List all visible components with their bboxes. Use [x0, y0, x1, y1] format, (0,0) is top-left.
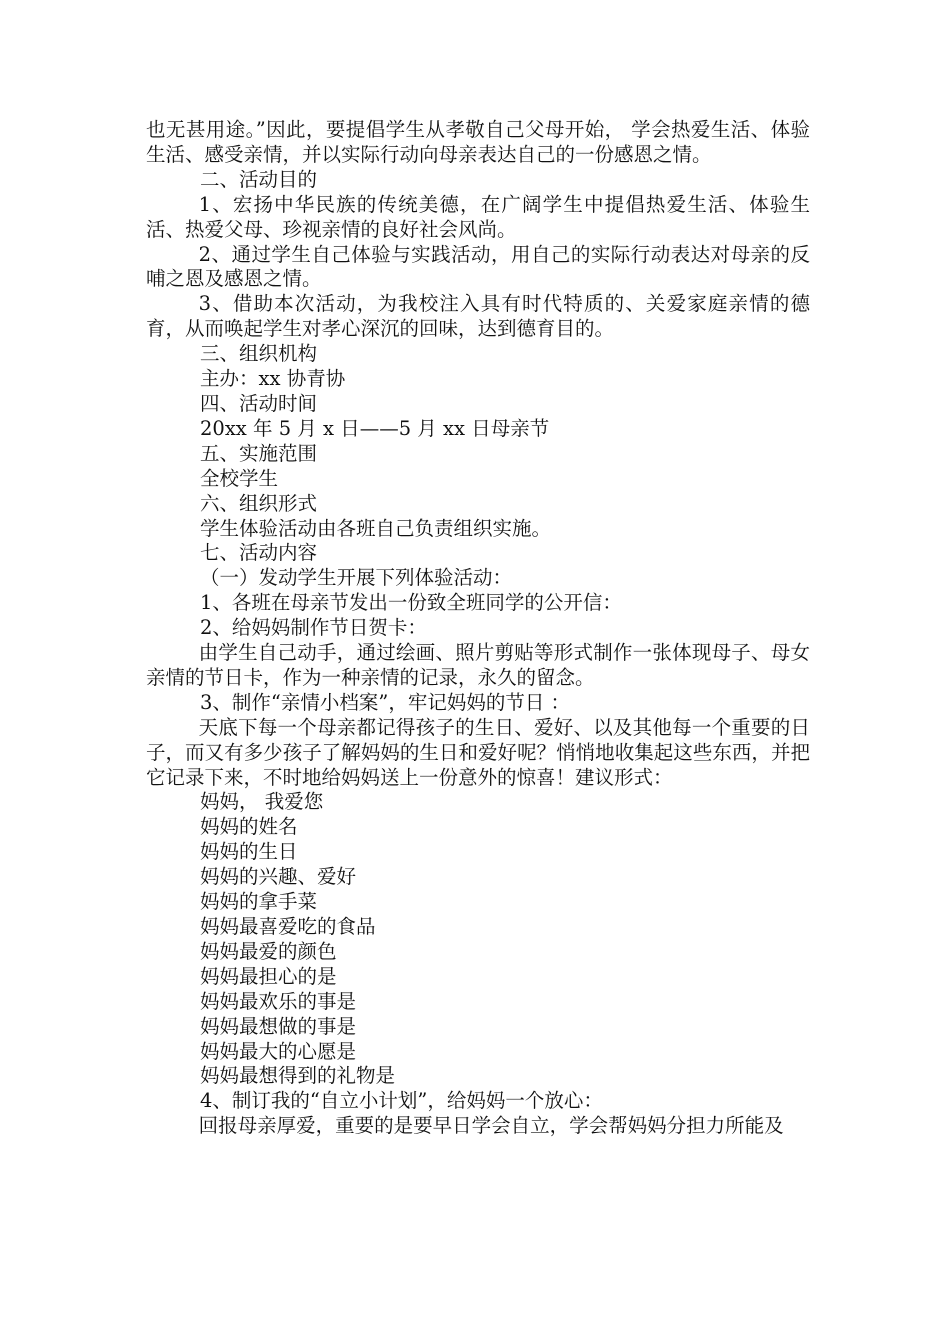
section-heading: 七、活动内容	[200, 541, 318, 565]
list-item: 妈妈最担心的是	[200, 964, 337, 988]
line-item: 主办：xx 协青协	[200, 367, 346, 391]
list-item: 妈妈最大的心愿是	[200, 1039, 357, 1063]
paragraph: 由学生自己动手，通过绘画、照片剪贴等形式制作一张体现母子、母女亲情的节日卡，作为一种亲情的记录，永久的留念。	[146, 641, 810, 689]
subsection-heading: （一）发动学生开展下列体验活动：	[200, 566, 513, 590]
line-item: 3、制作“亲情小档案”，牢记妈妈的节日 ：	[200, 690, 571, 714]
list-item: 妈妈最想做的事是	[200, 1014, 357, 1038]
section-heading: 五、实施范围	[200, 441, 318, 465]
line-item: 4、制订我的“自立小计划”，给妈妈一个放心：	[200, 1089, 603, 1113]
line-item: 学生体验活动由各班自己负责组织实施。	[200, 516, 552, 540]
list-item: 妈妈最爱的颜色	[200, 939, 337, 963]
list-item: 妈妈最喜爱吃的食品	[200, 915, 376, 938]
line-item: 1、各班在母亲节发出一份致全班同学的公开信：	[200, 591, 622, 615]
list-item: 妈妈的姓名	[200, 815, 298, 839]
list-item: 妈妈的兴趣、爱好	[200, 865, 357, 889]
paragraph: 1、宏扬中华民族的传统美德，在广阔学生中提倡热爱生活、体验生活、热爱父母、珍视亲情的良好社会风尚。	[146, 192, 810, 241]
section-heading: 三、组织机构	[200, 342, 318, 366]
list-item: 妈妈的拿手菜	[200, 890, 318, 914]
section-heading: 四、活动时间	[200, 391, 318, 415]
list-item: 妈妈最想得到的礼物是	[200, 1064, 396, 1088]
line-item: 20xx 年 5 月 x 日——5 月 xx 日母亲节	[200, 416, 550, 440]
paragraph: 2、通过学生自己体验与实践活动，用自己的实际行动表达对母亲的反哺之恩及感恩之情。	[146, 242, 810, 291]
paragraph: 3、借助本次活动，为我校注入具有时代特质的、关爱家庭亲情的德育，从而唤起学生对孝心深沉的回味，达到德育目的。	[146, 292, 810, 341]
paragraph: 也无甚用途。”因此，要提倡学生从孝敬自己父母开始， 学会热爱生活、体验生活、感受亲情，并以实际行动向母亲表达自己的一份感恩之情。	[146, 118, 810, 166]
section-heading: 六、组织形式	[200, 491, 318, 515]
list-item: 妈妈最欢乐的事是	[200, 989, 357, 1013]
list-item: 妈妈的生日	[200, 840, 298, 864]
line-item: 2、给妈妈制作节日贺卡：	[200, 616, 427, 640]
list-item: 妈妈， 我爱您	[200, 790, 324, 814]
section-heading: 二、活动目的	[200, 167, 318, 191]
line-item: 全校学生	[200, 466, 279, 490]
document-body	[146, 118, 810, 1139]
paragraph: 回报母亲厚爱，重要的是要早日学会自立，学会帮妈妈分担力所能及	[198, 1114, 784, 1138]
paragraph: 天底下每一个母亲都记得孩子的生日、爱好、以及其他每一个重要的日子，而又有多少孩子了解妈妈的生日和爱好呢？悄悄地收集起这些东西，并把它记录下来，不时地给妈妈送上一份意外的惊喜！建议形式：	[146, 715, 810, 789]
